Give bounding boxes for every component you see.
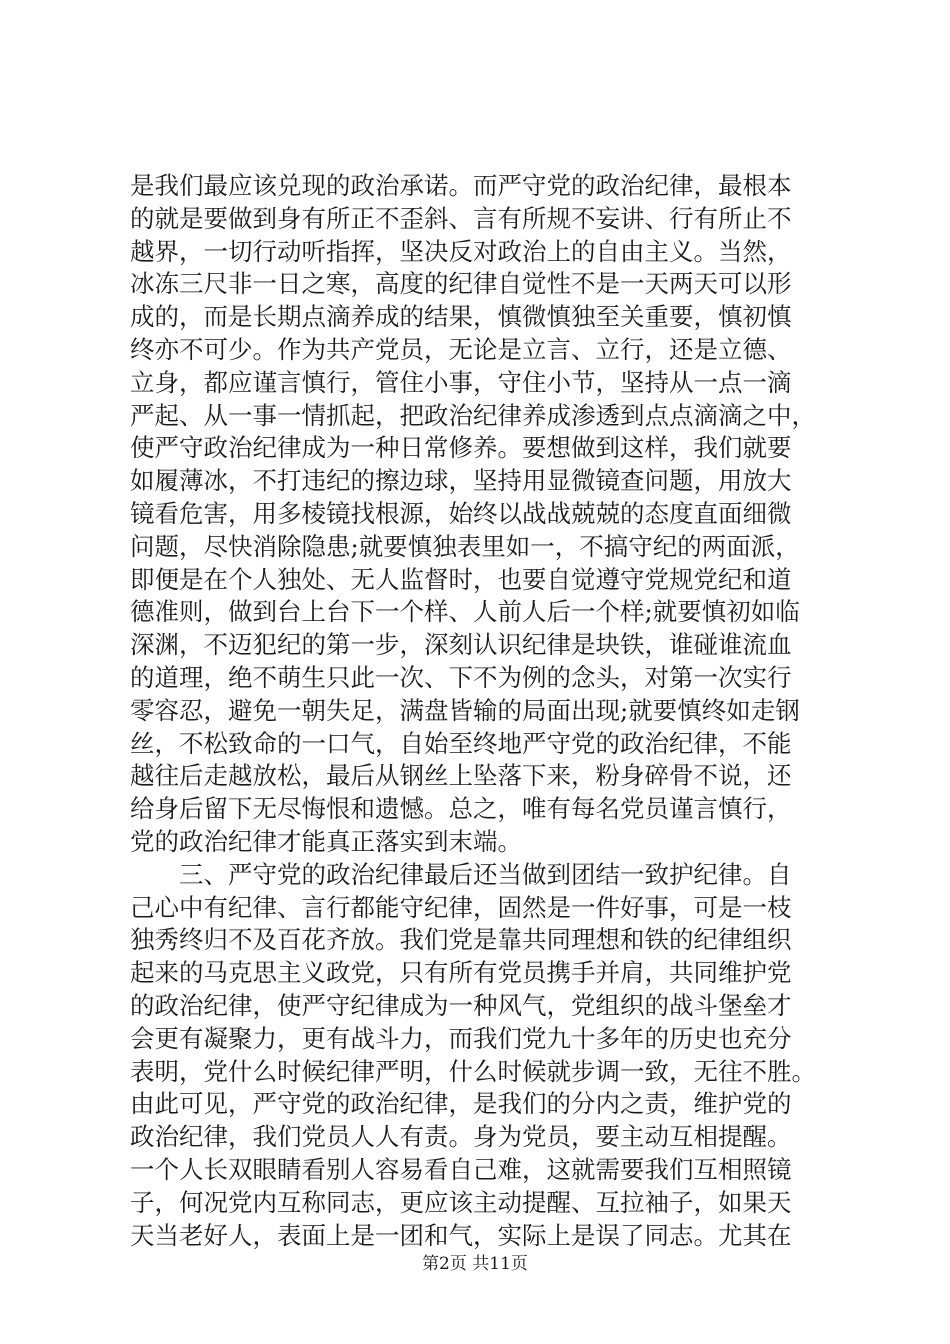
text-line: 表明，党什么时候纪律严明，什么时候就步调一致，无往不胜。 bbox=[130, 1056, 816, 1086]
text-line: 的政治纪律，使严守纪律成为一种风气，党组织的战斗堡垒才 bbox=[130, 990, 792, 1020]
text-line: 如履薄冰，不打违纪的擦边球，坚持用显微镜查问题，用放大 bbox=[130, 466, 792, 496]
text-line: 由此可见，严守党的政治纪律，是我们的分内之责，维护党的 bbox=[130, 1089, 792, 1119]
text-line: 深渊，不迈犯纪的第一步，深刻认识纪律是块铁，谁碰谁流血 bbox=[130, 630, 792, 660]
text-line: 冰冻三尺非一日之寒，高度的纪律自觉性不是一天两天可以形 bbox=[130, 269, 792, 299]
text-line: 独秀终归不及百花齐放。我们党是靠共同理想和铁的纪律组织 bbox=[130, 925, 792, 955]
body-text bbox=[130, 170, 830, 1252]
text-line: 问题，尽快消除隐患;就要慎独表里如一，不搞守纪的两面派， bbox=[130, 531, 800, 561]
text-line: 一个人长双眼睛看别人容易看自己难，这就需要我们互相照镜 bbox=[130, 1154, 792, 1184]
text-line: 的就是要做到身有所正不歪斜、言有所规不妄讲、行有所止不 bbox=[130, 203, 792, 233]
text-line: 立身，都应谨言慎行，管住小事，守住小节，坚持从一点一滴 bbox=[130, 367, 792, 397]
text-line: 越界，一切行动听指挥，坚决反对政治上的自由主义。当然， bbox=[130, 236, 792, 266]
paragraph-start-line: 三、严守党的政治纪律最后还当做到团结一致护纪律。自 bbox=[179, 859, 792, 889]
text-line: 成的，而是长期点滴养成的结果，慎微慎独至关重要，慎初慎 bbox=[130, 302, 792, 332]
text-line: 天当老好人，表面上是一团和气，实际上是误了同志。尤其在 bbox=[130, 1220, 792, 1250]
text-line: 子，何况党内互称同志，更应该主动提醒、互拉袖子，如果天 bbox=[130, 1187, 792, 1217]
text-line: 使严守政治纪律成为一种日常修养。要想做到这样，我们就要 bbox=[130, 433, 792, 463]
text-line: 越往后走越放松，最后从钢丝上坠落下来，粉身碎骨不说，还 bbox=[130, 761, 792, 791]
text-line: 零容忍，避免一朝失足，满盘皆输的局面出现;就要慎终如走钢 bbox=[130, 695, 800, 725]
text-line: 党的政治纪律才能真正落实到末端。 bbox=[130, 826, 522, 856]
text-line: 即便是在个人独处、无人监督时，也要自觉遵守党规党纪和道 bbox=[130, 564, 792, 594]
text-line: 丝，不松致命的一口气，自始至终地严守党的政治纪律，不能 bbox=[130, 728, 792, 758]
text-line: 起来的马克思主义政党，只有所有党员携手并肩，共同维护党 bbox=[130, 958, 792, 988]
page-number-footer: 第2页 共11页 bbox=[422, 1254, 528, 1274]
text-line: 镜看危害，用多棱镜找根源，始终以战战兢兢的态度直面细微 bbox=[130, 498, 792, 528]
text-line: 给身后留下无尽悔恨和遗憾。总之，唯有每名党员谨言慎行， bbox=[130, 794, 792, 824]
text-line: 的道理，绝不萌生只此一次、下不为例的念头，对第一次实行 bbox=[130, 662, 792, 692]
text-line: 终亦不可少。作为共产党员，无论是立言、立行，还是立德、 bbox=[130, 334, 792, 364]
text-line: 是我们最应该兑现的政治承诺。而严守党的政治纪律，最根本 bbox=[130, 171, 792, 200]
text-line: 严起、从一事一情抓起，把政治纪律养成渗透到点点滴滴之中， bbox=[130, 400, 816, 430]
text-line: 己心中有纪律、言行都能守纪律，固然是一件好事，可是一枝 bbox=[130, 892, 792, 922]
text-line: 德准则，做到台上台下一个样、人前人后一个样;就要慎初如临 bbox=[130, 597, 800, 627]
text-line: 政治纪律，我们党员人人有责。身为党员，要主动互相提醒。 bbox=[130, 1122, 792, 1152]
text-line: 会更有凝聚力，更有战斗力，而我们党九十多年的历史也充分 bbox=[130, 1023, 792, 1053]
